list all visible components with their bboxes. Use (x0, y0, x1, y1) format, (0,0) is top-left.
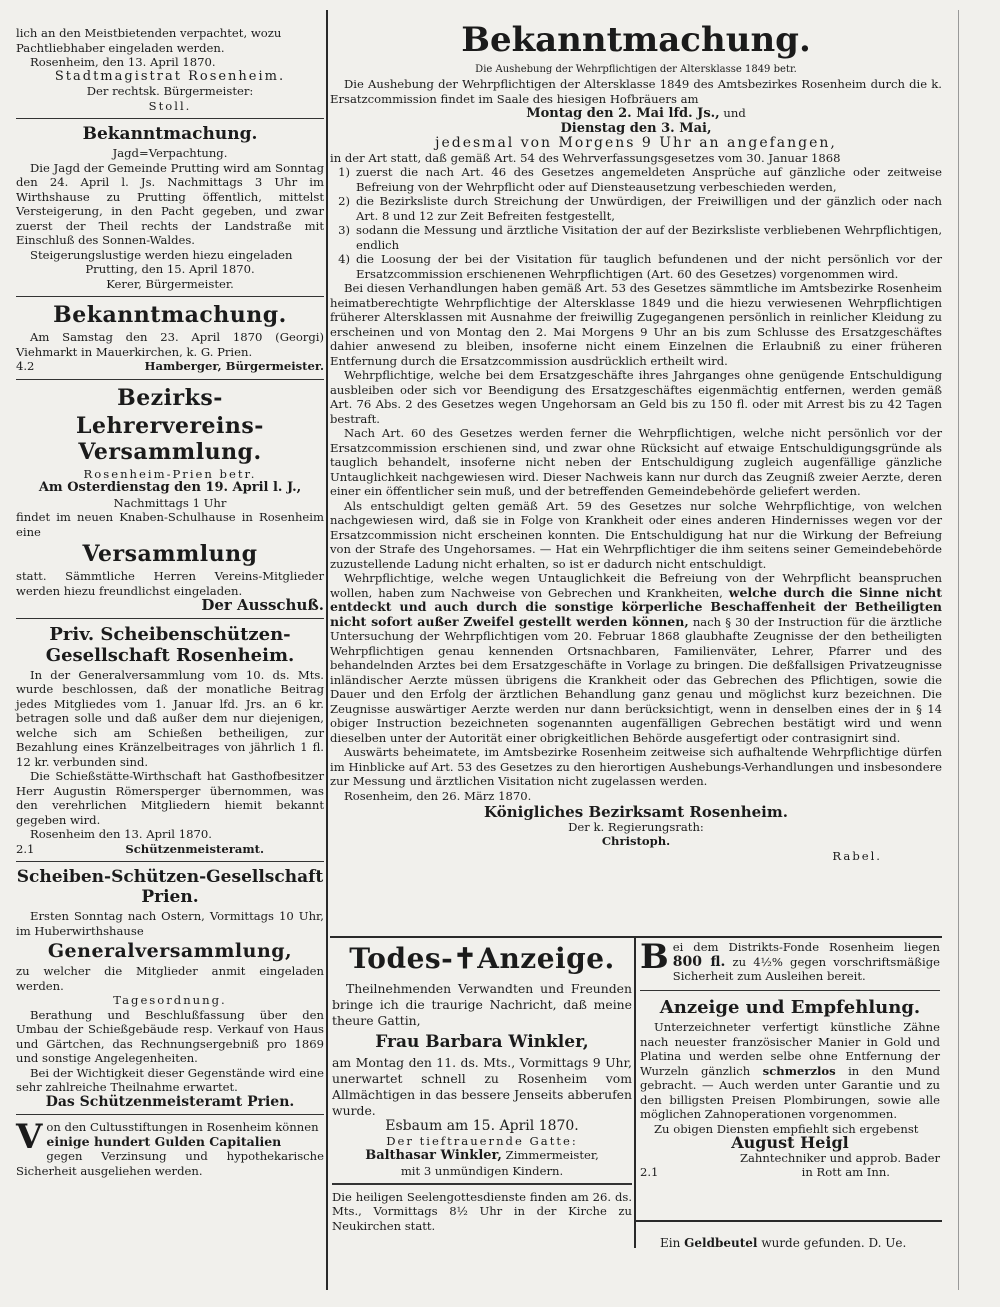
dentist-footer (640, 1165, 940, 1180)
main-clerk: Rabel. (832, 848, 882, 863)
divider (16, 1114, 324, 1115)
main-paragraph: Wehrpflichtige, welche wegen Untauglichkeit die Befreiung von der Wehrpflicht beanspruchen wollen, haben zum Nachweise von Gebrechen und Krankheiten, welche durch die Sinne nicht entdeckt und auch durch die sonstige körperliche Beschaffenheit der Betheiligten nicht sofort außer Zweifel gestellt werden können, nach § 30 der Instruction für die ärztliche Untersuchung der Wehrpflichtigen vom 20. Februar 1868 glaubhafte Zeugnisse der den betheiligten Wehrpflichtigen genau kennenden Ortsnachbaren, Familienväter, Lehrer, Pfarrer und des behandelnden Arztes bei dem Ersatzgeschäfte in Vorlage zu bringen. Die deßfallsigen Privatzeugnisse inländischer Aerzte müssen übrigens die Krankheit oder das Gebrechen des Pflichtigen, sowie die Dauer und den Erfolg der ärztlichen Behandlung ganz genau und möglichst kurz bezeichnen. Die Zeugnisse auswärtiger Aerzte werden nur dann berücksichtigt, wenn in denselben eines der in § 14 obiger Instruction bezeichneten sogenannten augenfälligen Gebrechen bestätigt wird und wenn dieselben unter der Autorität einer obrigkeitlichen Behörde ausgefertigt oder contrasignirt sind. (330, 571, 943, 745)
main-mode: in der Art statt, daß gemäß Art. 54 des Wehrverfassungsgesetzes vom 30. Januar 1868 (330, 150, 841, 165)
notice-body: on den Cultusstiftungen in Rosenheim können (46, 1120, 319, 1134)
dentist-name: August Heigl (731, 1133, 849, 1152)
divider (640, 990, 940, 992)
main-office: Königliches Bezirksamt Rosenheim. (484, 803, 788, 821)
list-item: 3) sodann die Messung und ärztliche Visitation der auf der Bezirksliste verbliebenen Wehrpflichtigen, endlich (338, 223, 942, 252)
loan-text: ei dem Distrikts-Fonde Rosenheim liegen 800 fl. zu 4½% gegen vorschriftsmäßige Sicherheit zum Ausleihen bereit. (672, 940, 940, 983)
divider (16, 379, 324, 380)
obituary (332, 940, 632, 1233)
divider (16, 618, 324, 619)
dentist-title: Anzeige und Empfehlung. (659, 997, 921, 1018)
main-date2: Dienstag den 3. Mai, (560, 120, 712, 136)
left-column (16, 0, 324, 1178)
notice-title: Bekanntmachung. (82, 124, 258, 144)
notice-number: 2.1 (16, 841, 35, 856)
drop-cap: V (16, 1117, 43, 1157)
notice-body: Die Jagd der Gemeinde Prutting wird am Sonntag den 24. April l. Js. Nachmittags 3 Uhr im Wirthshause zu Prutting öffentlich, mittelst Versteigerung, in den Pacht gegeben, und zwar zuerst der Theil rechts der Landstraße mit Einschluß des Sonnen-Waldes. (16, 160, 324, 247)
main-intro: Die Aushebung der Wehrpflichtigen der Altersklasse 1849 des Amtsbezirkes Rosenheim durch die k. Ersatzcommission findet im Saale des hiesigen Hofbräuers am (330, 77, 942, 106)
notice-title: Lehrervereins-Versammlung. (76, 412, 264, 465)
notice-office: Stadtmagistrat Rosenheim. (54, 68, 286, 84)
notice-signature: Kerer, Bürgermeister. (106, 276, 234, 291)
main-date1: Montag den 2. Mai lfd. Js., (526, 106, 720, 121)
notice-date: Rosenheim den 13. April 1870. (30, 827, 212, 841)
notice-signature: Das Schützenmeisteramt Prien. (45, 1093, 295, 1110)
box-divider (634, 938, 636, 1248)
notice-role: Der rechtsk. Bürgermeister: (86, 84, 254, 98)
notice-signature: Stoll. (148, 98, 192, 113)
obituary-service: Die heiligen Seelengottesdienste finden am 26. ds. Mts., Vormittags 8½ Uhr in der Kirche zu Neukirchen statt. (332, 1189, 632, 1233)
notice-body: statt. Sämmtliche Herren Vereins-Mitglieder werden hiezu freundlichst eingeladen. (16, 569, 324, 598)
main-role: Der k. Regierungsrath: (568, 819, 704, 834)
notice-signature: Der Ausschuß. (201, 596, 324, 614)
main-paragraph: Nach Art. 60 des Gesetzes werden ferner die Wehrpflichtigen, welche nicht persönlich vor der Ersatzcommission erschienen sind, und zwar ohne Rücksicht auf etwaige Entschuldigungsgründe als tauglich behandelt, insoferne nicht neben der Entschuldigung zugleich augenfällige gänzliche Untauglichkeit nachgewiesen wird. Dieser Nachweis kann nur durch das Zeugniß zweier Aerzte, deren einer ein öffentlicher sein muß, und der betreffenden Gemeindebehörde geliefert werden. (330, 426, 942, 498)
notice-subtitle: Rosenheim-Prien betr. (83, 466, 257, 481)
main-paragraph: Auswärts beheimatete, im Amtsbezirke Rosenheim zeitweise sich aufhaltende Wehrpflichtige dürfen im Hinblicke auf Art. 53 des Gesetzes zu den hierortigen Aushebungs-Verhandlungen und insbesondere zur Messung und ärztlichen Visitation nicht zugelassen werden. (330, 745, 942, 788)
notice-body: Am Samstag den 23. April 1870 (Georgi) Viehmarkt in Mauerkirchen, k. G. Prien. (16, 330, 324, 359)
notice-title: Bekanntmachung. (53, 302, 287, 328)
obituary-children: mit 3 unmündigen Kindern. (400, 1163, 564, 1178)
notice-number: 2.1 (640, 1165, 659, 1179)
list-item: 1) zuerst die nach Art. 46 des Gesetzes angemeldeten Ansprüche auf gänzliche oder zeitweise Befreiung von der Wehrpflicht oder auf Diensteausetzung verbeschieden werden, (338, 165, 942, 194)
notice-signature: Schützenmeisteramt. (125, 841, 264, 856)
main-paragraph: Als entschuldigt gelten gemäß Art. 59 des Gesetzes nur solche Wehrpflichtige, von welchen nachgewiesen wird, daß sie in Folge von Krankheit oder eines anderen Hindernisses wegen vor der Ersatzcommission nicht erscheinen konnten. Die Entschuldigung hat nur die Wirkung der Befreiung von der Strafe des Ungehorsames. — Hat ein Wehrpflichtiger die ihm seitens seiner Gemeindebehörde zuzustellende Ladung nicht erhalten, so ist er dadurch nicht entschuldigt. (330, 498, 942, 571)
notice-footer (16, 842, 324, 857)
notice-text: Pachtliebhaber eingeladen werden. (16, 40, 225, 55)
dentist-place: in Rott am Inn. (801, 1165, 890, 1179)
notice-body: Ersten Sonntag nach Ostern, Vormittags 10 Uhr, im Huberwirthshause (16, 909, 324, 938)
drop-cap: B (640, 940, 669, 977)
dentist-role: Zahntechniker und approb. Bader (739, 1150, 940, 1165)
main-paragraph: Bei diesen Verhandlungen haben gemäß Art. 53 des Gesetzes sämmtliche im Amtsbezirke Rosenheim heimatberechtigte Wehrpflichtige der Altersklasse 1849 und die hiezu verwiesenen Wehrpflichtigen früherer Altersklassen mit Ausnahme der freiwillig Zugegangenen persönlich in reinlicher Kleidung zu erscheinen und von Montag den 2. Mai Morgens 9 Uhr an bis zum Schlusse des Ersatzgeschäftes dahier anwesend zu bleiben, insoferne nicht einem Einzelnen die Erlaubniß zu einer früheren Entfernung durch die Ersatzcommission ausdrücklich ertheilt wird. (330, 281, 942, 368)
dentist-recommend: Zu obigen Diensten empfiehlt sich ergebenst (654, 1121, 919, 1136)
divider (332, 1183, 632, 1185)
notice-date: Prutting, den 15. April 1870. (85, 262, 255, 276)
section-divider (636, 1220, 942, 1222)
notice-date: Am Osterdienstag den 19. April l. J., (38, 480, 302, 495)
obituary-mourner: Der tieftrauernde Gatte: (386, 1133, 578, 1148)
notice-date: Rosenheim, den 13. April 1870. (30, 55, 216, 69)
main-date3: jedesmal von Morgens 9 Uhr an angefangen, (435, 135, 837, 151)
obituary-title: Todes-✝Anzeige. (349, 942, 615, 975)
list-item: 2) die Bezirksliste durch Streichung der Unwürdigen, der Freiwilligen und der gänzlich oder nach Art. 8 und 12 zur Zeit Befreiten festgestellt, (338, 194, 942, 223)
notice-title: Scheiben-Schützen-Gesellschaft Prien. (16, 867, 324, 907)
notice-body: Bei der Wichtigkeit dieser Gegenstände wird eine sehr zahlreiche Theilnahme erwartet. (16, 1065, 324, 1094)
obituary-body: am Montag den 11. ds. Mts., Vormittags 9 Uhr, unerwartet schnell zu Rosenheim vom Allmächtigen in das bessere Jenseits abberufen wurde. (332, 1055, 632, 1118)
notice-number: 4.2 (16, 359, 35, 373)
main-subtitle: Die Aushebung der Wehrpflichtigen der Altersklasse 1849 betr. (475, 64, 797, 75)
notice-title: Bezirks- (117, 384, 223, 411)
main-paragraph: Wehrpflichtige, welche bei dem Ersatzgeschäfte ihres Jahrganges ohne genügende Entschuldigung ausbleiben oder sich vor Beendigung des Ersatzgeschäftes eigenmächtig entfernen, werden gemäß Art. 76 Abs. 2 des Gesetzes wegen Ungehorsam an Geld bis zu 150 fl. oder mit Arrest bis zu 42 Tagen bestraft. (330, 368, 942, 426)
main-date: Rosenheim, den 26. März 1870. (344, 788, 532, 803)
notice-heading: Versammlung (82, 541, 258, 567)
notice-bold: einige hundert Gulden Capitalien (46, 1133, 282, 1149)
main-title: Bekanntmachung. (461, 20, 811, 60)
notice-time: Nachmittags 1 Uhr (113, 495, 227, 510)
obituary-date: Esbaum am 15. April 1870. (385, 1118, 579, 1134)
right-column (330, 0, 942, 863)
lost-found: Ein Geldbeutel wurde gefunden. D. Ue. (660, 1236, 907, 1250)
notice-signature: Hamberger, Bürgermeister. (144, 359, 324, 373)
obituary-widower-line: Balthasar Winkler, Zimmermeister, (365, 1148, 599, 1163)
main-date1-line (330, 106, 942, 122)
notice-body: In der Generalversammlung vom 10. ds. Mts. wurde beschlossen, daß der monatliche Beitrag jedes Mitgliedes vom 1. Januar lfd. Jrs. an 6 kr. betragen solle und daß außer dem nur diejenigen, welche sich am Schießen betheiligen, zur Bezahlung eines Kränzelbeitrages von jährlich 1 fl. 12 kr. verbunden sind. (16, 667, 324, 769)
main-list (330, 165, 942, 281)
divider (16, 861, 324, 862)
dentist-body: Unterzeichneter verfertigt künstliche Zähne nach neuester französischer Manier in Gold und Platina und werden selbe ohne Entfernung der Wurzeln gänzlich schmerzlos in den Mund gebracht. — Auch werden unter Garantie und zu den billigsten Preisen Plombirungen, sowie alle möglichen Zahnoperationen vorgenommen. (640, 1020, 941, 1121)
agenda-title: Tagesordnung. (113, 993, 227, 1007)
notice-footer (16, 359, 324, 374)
notice-heading: Generalversammlung, (47, 940, 293, 962)
agenda-body: Berathung und Beschlußfassung über den Umbau der Schießgebäude resp. Verkauf von Haus und Gärtchen, das Rechnungsergebniß pro 1869 und sonstige Angelegenheiten. (16, 1007, 324, 1065)
notice-body: Steigerungslustige werden hiezu eingeladen (30, 247, 293, 262)
notice-title: Priv. Scheibenschützen-Gesellschaft Rosenheim. (45, 623, 295, 666)
obituary-body: Theilnehmenden Verwandten und Freunden bringe ich die traurige Nachricht, daß meine theure Gattin, (332, 981, 632, 1028)
main-signature: Christoph. (601, 834, 671, 848)
notice-body: findet im neuen Knaben-Schulhause in Rosenheim eine (16, 510, 324, 539)
notice-body: Die Schießstätte-Wirthschaft hat Gasthofbesitzer Herr Augustin Römersperger übernommen, was den verehrlichen Mitgliedern hiemit bekannt gegeben wird. (16, 769, 324, 827)
loan-notice (640, 940, 940, 984)
ads (640, 940, 940, 1180)
obituary-name: Frau Barbara Winkler, (375, 1032, 589, 1052)
notice-text: lich an den Meistbietenden verpachtet, wozu (16, 26, 282, 40)
notice-body: zu welcher die Mitglieder anmit eingeladen werden. (16, 964, 324, 993)
column-divider-right (958, 10, 959, 1290)
notice-body: gegen Verzinsung und hypothekarische Sicherheit ausgeliehen werden. (16, 1149, 324, 1178)
notice-subtitle: Jagd=Verpachtung. (112, 146, 228, 160)
divider (16, 118, 324, 119)
notice-capital (16, 1117, 324, 1178)
divider (16, 296, 324, 297)
list-item: 4) die Loosung der bei der Visitation für tauglich befundenen und der nicht persönlich vor der Ersatzcommission erschienenen Wehrpflichtigen (Art. 60 des Gesetzes) vorgenommen wird. (338, 252, 942, 281)
main-date1-and: und (723, 106, 746, 120)
column-divider (326, 10, 328, 1290)
section-divider (330, 936, 942, 938)
